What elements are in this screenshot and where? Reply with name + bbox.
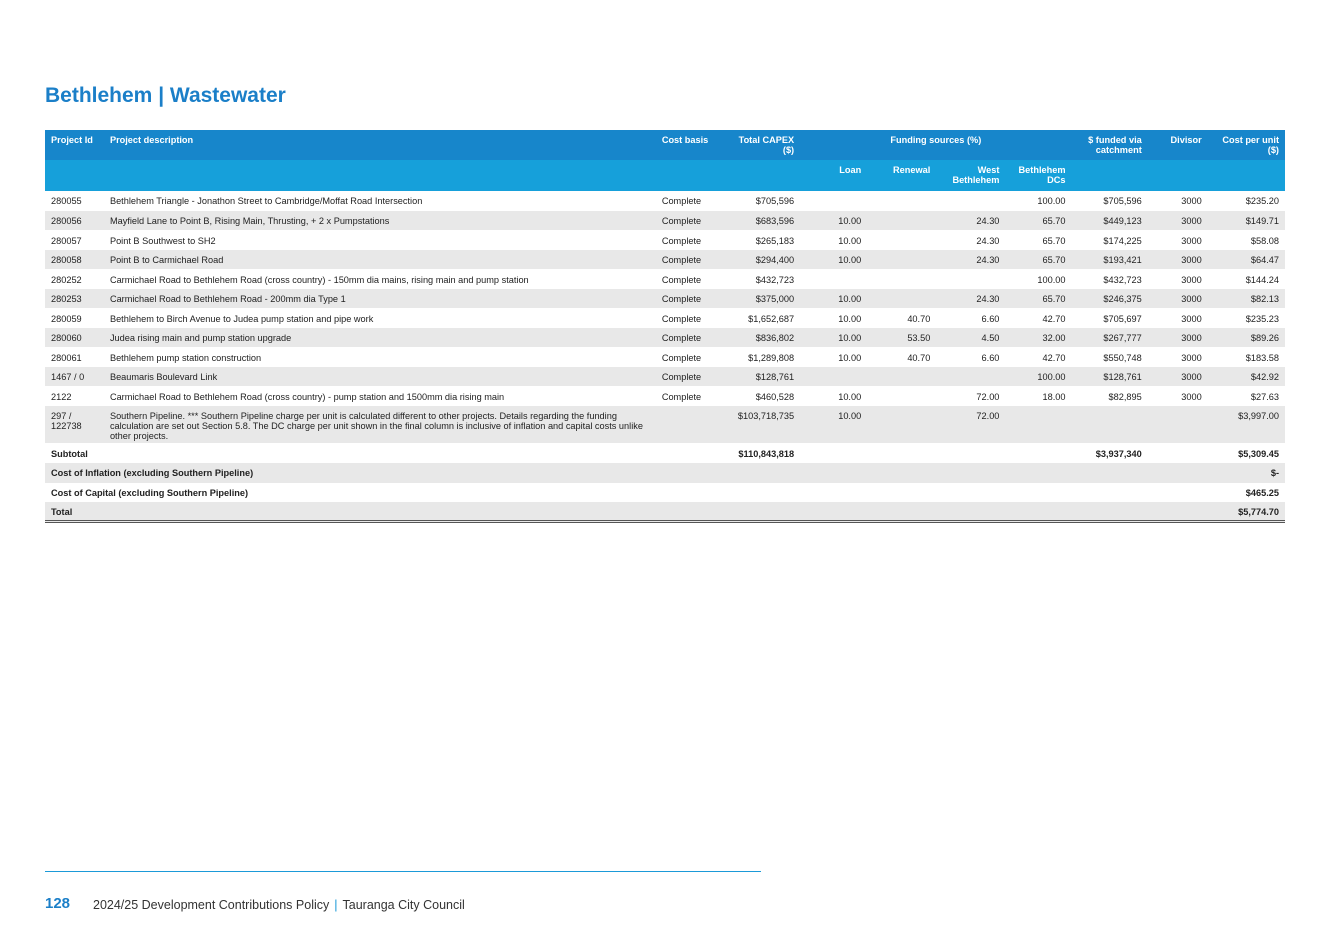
header-total-capex: Total CAPEX ($) — [723, 130, 800, 160]
west-bethlehem-pct-cell: 4.50 — [936, 328, 1005, 348]
cost-basis-cell: Complete — [656, 250, 723, 270]
renewal-pct-cell: 40.70 — [867, 347, 936, 367]
funded-via-catchment-cell: $246,375 — [1072, 289, 1148, 309]
header-project-id: Project Id — [45, 130, 104, 160]
table-row — [45, 250, 1285, 270]
cost-per-unit-cell: $64.47 — [1208, 250, 1285, 270]
funded-via-catchment-cell: $432,723 — [1072, 269, 1148, 289]
bethlehem-dcs-pct-cell: 65.70 — [1005, 230, 1071, 250]
divisor-cell: 3000 — [1148, 269, 1208, 289]
project-id-cell: 280252 — [45, 269, 104, 289]
project-description-cell: Carmichael Road to Bethlehem Road (cross country) - 150mm dia mains, rising main and pump station — [104, 269, 656, 289]
divisor-cell: 3000 — [1148, 308, 1208, 328]
renewal-pct-cell — [867, 230, 936, 250]
table-row — [45, 289, 1285, 309]
project-id-cell: 280058 — [45, 250, 104, 270]
table-row — [45, 328, 1285, 348]
cost-per-unit-cell: $42.92 — [1208, 367, 1285, 387]
loan-pct-cell: 10.00 — [800, 308, 867, 328]
cost-per-unit-cell: $149.71 — [1208, 211, 1285, 231]
bethlehem-dcs-pct-cell: 18.00 — [1005, 386, 1071, 406]
funded-via-catchment-cell — [1072, 406, 1148, 444]
bethlehem-dcs-pct-cell: 65.70 — [1005, 211, 1071, 231]
cost-per-unit-cell: $3,997.00 — [1208, 406, 1285, 444]
subtotal-cost-per-unit: $5,309.45 — [1208, 444, 1285, 464]
project-description-cell: Bethlehem pump station construction — [104, 347, 656, 367]
renewal-pct-cell: 53.50 — [867, 328, 936, 348]
cost-basis-cell: Complete — [656, 386, 723, 406]
loan-pct-cell: 10.00 — [800, 347, 867, 367]
project-id-cell: 280060 — [45, 328, 104, 348]
divisor-cell: 3000 — [1148, 367, 1208, 387]
header-cost-per-unit: Cost per unit ($) — [1208, 130, 1285, 160]
footer-council-name: Tauranga City Council — [342, 898, 465, 912]
cost-per-unit-cell: $27.63 — [1208, 386, 1285, 406]
west-bethlehem-pct-cell — [936, 191, 1005, 211]
total-capex-cell: $705,596 — [723, 191, 800, 211]
total-capex-cell: $1,289,808 — [723, 347, 800, 367]
loan-pct-cell — [800, 367, 867, 387]
funded-via-catchment-cell: $705,596 — [1072, 191, 1148, 211]
project-id-cell: 280057 — [45, 230, 104, 250]
renewal-pct-cell — [867, 386, 936, 406]
bethlehem-dcs-pct-cell: 42.70 — [1005, 308, 1071, 328]
header-funded-via-catchment: $ funded via catchment — [1072, 130, 1148, 160]
west-bethlehem-pct-cell: 24.30 — [936, 230, 1005, 250]
west-bethlehem-pct-cell: 72.00 — [936, 406, 1005, 444]
divisor-cell: 3000 — [1148, 230, 1208, 250]
inflation-label: Cost of Inflation (excluding Southern Pipeline) — [45, 463, 1208, 483]
cost-basis-cell: Complete — [656, 367, 723, 387]
total-capex-cell: $836,802 — [723, 328, 800, 348]
west-bethlehem-pct-cell: 6.60 — [936, 308, 1005, 328]
renewal-pct-cell — [867, 250, 936, 270]
table-row — [45, 308, 1285, 328]
project-description-cell: Bethlehem to Birch Avenue to Judea pump station and pipe work — [104, 308, 656, 328]
loan-pct-cell: 10.00 — [800, 289, 867, 309]
inflation-cost-per-unit: $- — [1208, 463, 1285, 483]
table-row — [45, 211, 1285, 231]
bethlehem-dcs-pct-cell: 42.70 — [1005, 347, 1071, 367]
renewal-pct-cell — [867, 191, 936, 211]
renewal-pct-cell — [867, 269, 936, 289]
cost-basis-cell — [656, 406, 723, 444]
header-renewal: Renewal — [867, 160, 936, 191]
capital-cost-per-unit: $465.25 — [1245, 487, 1279, 498]
project-description-cell: Judea rising main and pump station upgrade — [104, 328, 656, 348]
cost-per-unit-cell: $58.08 — [1208, 230, 1285, 250]
cost-basis-cell: Complete — [656, 230, 723, 250]
total-capex-cell: $460,528 — [723, 386, 800, 406]
project-description-cell: Carmichael Road to Bethlehem Road (cross country) - pump station and 1500mm dia rising main — [104, 386, 656, 406]
cost-per-unit-cell: $144.24 — [1208, 269, 1285, 289]
divisor-cell: 3000 — [1148, 289, 1208, 309]
cost-basis-cell: Complete — [656, 269, 723, 289]
loan-pct-cell: 10.00 — [800, 406, 867, 444]
project-id-cell: 280055 — [45, 191, 104, 211]
footer-separator: | — [334, 898, 338, 912]
header-divisor: Divisor — [1148, 130, 1208, 160]
header-cost-basis: Cost basis — [656, 130, 723, 160]
header-loan: Loan — [800, 160, 867, 191]
total-capex-cell: $375,000 — [723, 289, 800, 309]
bethlehem-dcs-pct-cell — [1005, 406, 1071, 444]
total-capex-cell: $683,596 — [723, 211, 800, 231]
loan-pct-cell: 10.00 — [800, 211, 867, 231]
divisor-cell: 3000 — [1148, 191, 1208, 211]
subtotal-label: Subtotal — [45, 444, 723, 464]
funded-via-catchment-cell: $267,777 — [1072, 328, 1148, 348]
bethlehem-dcs-pct-cell: 100.00 — [1005, 269, 1071, 289]
table-row — [45, 230, 1285, 250]
subtotal-funded: $3,937,340 — [1072, 444, 1148, 464]
project-id-cell: 1467 / 0 — [45, 367, 104, 387]
funded-via-catchment-cell: $128,761 — [1072, 367, 1148, 387]
cost-basis-cell: Complete — [656, 289, 723, 309]
page-number: 128 — [45, 895, 71, 912]
renewal-pct-cell — [867, 211, 936, 231]
divisor-cell: 3000 — [1148, 328, 1208, 348]
project-id-cell: 297 / 122738 — [45, 406, 104, 444]
west-bethlehem-pct-cell: 6.60 — [936, 347, 1005, 367]
west-bethlehem-pct-cell: 24.30 — [936, 211, 1005, 231]
cost-basis-cell: Complete — [656, 191, 723, 211]
funded-via-catchment-cell: $82,895 — [1072, 386, 1148, 406]
renewal-pct-cell — [867, 367, 936, 387]
funded-via-catchment-cell: $174,225 — [1072, 230, 1148, 250]
cost-per-unit-cell: $89.26 — [1208, 328, 1285, 348]
project-description-cell: Point B to Carmichael Road — [104, 250, 656, 270]
divisor-cell — [1148, 406, 1208, 444]
cost-per-unit-cell: $235.20 — [1208, 191, 1285, 211]
project-id-cell: 280061 — [45, 347, 104, 367]
table-row — [45, 191, 1285, 211]
total-label: Total — [45, 502, 1208, 522]
funded-via-catchment-cell: $193,421 — [1072, 250, 1148, 270]
footer-divider — [45, 871, 761, 872]
divisor-cell: 3000 — [1148, 250, 1208, 270]
total-capex-cell: $103,718,735 — [723, 406, 800, 444]
project-description-cell: Southern Pipeline. *** Southern Pipeline charge per unit is calculated different to other projects. Details regarding the funding calculation are set out Section 5.8. The DC charge per unit shown in the final column is inclusive of inflation and capital costs unlike other projects. — [104, 406, 656, 444]
project-description-cell: Point B Southwest to SH2 — [104, 230, 656, 250]
renewal-pct-cell — [867, 406, 936, 444]
table-row — [45, 269, 1285, 289]
capital-label: Cost of Capital (excluding Southern Pipeline) — [51, 487, 249, 498]
project-description-cell: Carmichael Road to Bethlehem Road - 200mm dia Type 1 — [104, 289, 656, 309]
bethlehem-dcs-pct-cell: 65.70 — [1005, 289, 1071, 309]
west-bethlehem-pct-cell — [936, 367, 1005, 387]
total-cost-per-unit: $5,774.70 — [1208, 502, 1285, 522]
wastewater-table — [45, 130, 1285, 523]
bethlehem-dcs-pct-cell: 100.00 — [1005, 191, 1071, 211]
header-bethlehem-dcs: Bethlehem DCs — [1005, 160, 1071, 191]
cost-per-unit-cell: $82.13 — [1208, 289, 1285, 309]
table-row — [45, 367, 1285, 387]
cost-basis-cell: Complete — [656, 211, 723, 231]
loan-pct-cell — [800, 191, 867, 211]
total-capex-cell: $1,652,687 — [723, 308, 800, 328]
cost-basis-cell: Complete — [656, 347, 723, 367]
header-funding-sources: Funding sources (%) — [800, 130, 1071, 160]
west-bethlehem-pct-cell: 24.30 — [936, 250, 1005, 270]
project-id-cell: 280253 — [45, 289, 104, 309]
bethlehem-dcs-pct-cell: 100.00 — [1005, 367, 1071, 387]
footer-policy-title: 2024/25 Development Contributions Policy — [93, 898, 330, 912]
west-bethlehem-pct-cell: 24.30 — [936, 289, 1005, 309]
loan-pct-cell: 10.00 — [800, 250, 867, 270]
bethlehem-dcs-pct-cell: 32.00 — [1005, 328, 1071, 348]
loan-pct-cell: 10.00 — [800, 386, 867, 406]
cost-per-unit-cell: $235.23 — [1208, 308, 1285, 328]
project-description-cell: Beaumaris Boulevard Link — [104, 367, 656, 387]
renewal-pct-cell: 40.70 — [867, 308, 936, 328]
footer-text — [93, 898, 465, 912]
renewal-pct-cell — [867, 289, 936, 309]
bethlehem-dcs-pct-cell: 65.70 — [1005, 250, 1071, 270]
project-description-cell: Bethlehem Triangle - Jonathon Street to Cambridge/Moffat Road Intersection — [104, 191, 656, 211]
cost-basis-cell: Complete — [656, 308, 723, 328]
table-row — [45, 386, 1285, 406]
total-capex-cell: $432,723 — [723, 269, 800, 289]
divisor-cell: 3000 — [1148, 347, 1208, 367]
loan-pct-cell: 10.00 — [800, 328, 867, 348]
divisor-cell: 3000 — [1148, 211, 1208, 231]
project-description-cell: Mayfield Lane to Point B, Rising Main, Thrusting, + 2 x Pumpstations — [104, 211, 656, 231]
loan-pct-cell — [800, 269, 867, 289]
loan-pct-cell: 10.00 — [800, 230, 867, 250]
page-title: Bethlehem | Wastewater — [45, 84, 286, 107]
project-id-cell: 280059 — [45, 308, 104, 328]
subtotal-capex: $110,843,818 — [723, 444, 800, 464]
header-west-bethlehem: West Bethlehem — [936, 160, 1005, 191]
west-bethlehem-pct-cell — [936, 269, 1005, 289]
divisor-cell: 3000 — [1148, 386, 1208, 406]
project-id-cell: 2122 — [45, 386, 104, 406]
cost-basis-cell: Complete — [656, 328, 723, 348]
funded-via-catchment-cell: $449,123 — [1072, 211, 1148, 231]
cost-per-unit-cell: $183.58 — [1208, 347, 1285, 367]
funded-via-catchment-cell: $550,748 — [1072, 347, 1148, 367]
project-id-cell: 280056 — [45, 211, 104, 231]
funded-via-catchment-cell: $705,697 — [1072, 308, 1148, 328]
total-capex-cell: $128,761 — [723, 367, 800, 387]
table-row — [45, 347, 1285, 367]
table-row — [45, 406, 1285, 444]
total-capex-cell: $265,183 — [723, 230, 800, 250]
header-project-description: Project description — [104, 130, 656, 160]
total-capex-cell: $294,400 — [723, 250, 800, 270]
west-bethlehem-pct-cell: 72.00 — [936, 386, 1005, 406]
